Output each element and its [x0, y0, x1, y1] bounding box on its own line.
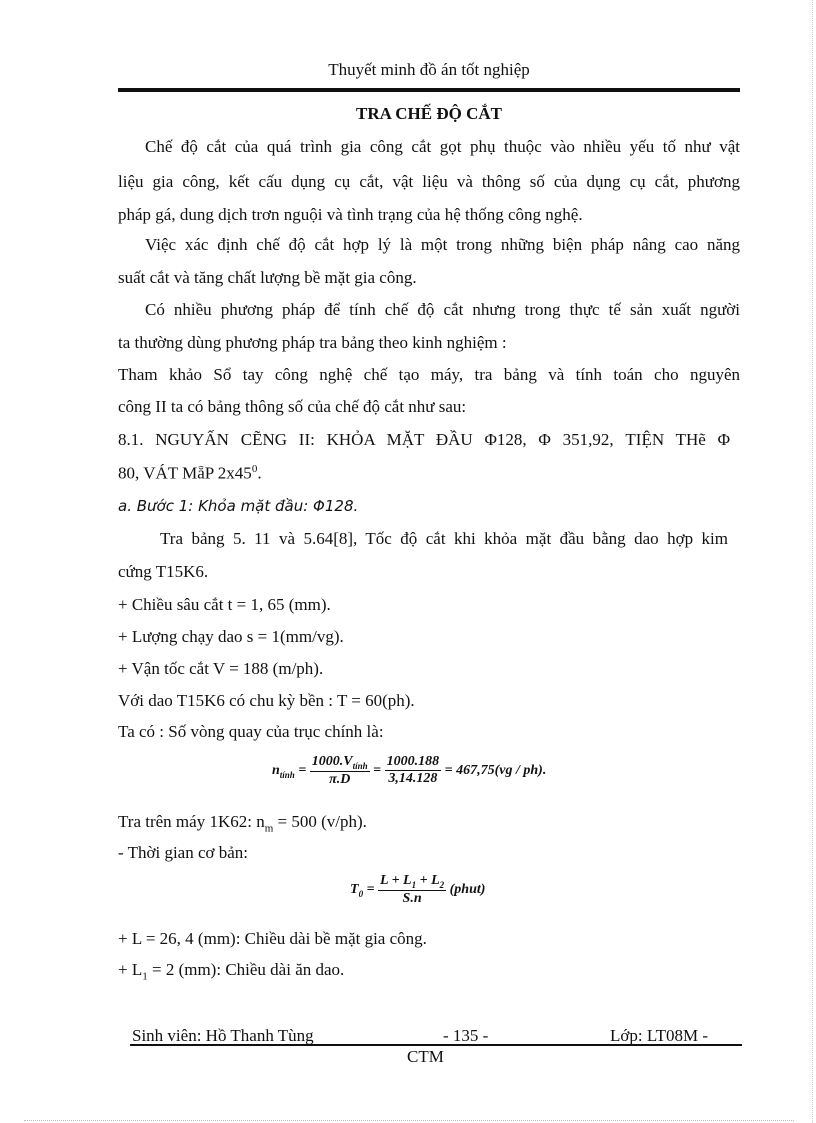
section-title: 8.1. NGUYẤN CẼNG II: KHỎA MẶT ĐẦU Φ128, Φ 351,92, TIỆN THẽ Φ — [118, 430, 730, 449]
paragraph-line: Với dao T15K6 có chu kỳ bền : T = 60(ph). — [118, 691, 415, 710]
fraction-numerator — [378, 873, 446, 891]
list-item-subscript: 1 — [142, 970, 148, 983]
formula-equals: = — [298, 763, 307, 779]
page-border-bottom — [24, 1120, 794, 1121]
fraction-numerator: 1000.188 — [386, 754, 440, 770]
formula-equals: = — [366, 882, 375, 898]
footer-page-number: - 135 - — [443, 1026, 489, 1045]
formula-fraction — [378, 873, 446, 907]
page-border-right — [812, 0, 813, 1123]
formula-symbol: T — [350, 882, 359, 898]
section-heading: TRA CHẾ ĐỘ CẮT — [356, 104, 502, 123]
formula-subscript: 0 — [358, 888, 364, 899]
numerator-subscript: 2 — [439, 879, 445, 890]
header-rule — [118, 88, 740, 92]
paragraph-line: Có nhiều phương pháp để tính chế độ cắt nhưng trong thực tế sản xuất người — [145, 300, 740, 319]
formula-equals: = — [373, 763, 382, 779]
formula-fraction — [310, 754, 370, 788]
formula-unit: (phut) — [449, 882, 486, 898]
machine-speed-subscript: m — [264, 822, 274, 835]
list-item — [118, 960, 344, 982]
list-item-text: + L — [118, 960, 143, 979]
spindle-speed-formula — [272, 754, 546, 788]
paragraph-line: Tra bảng 5. 11 và 5.64[8], Tốc độ cắt khi khỏa mặt đầu bằng dao hợp kim — [160, 529, 728, 548]
list-item: + Vận tốc cắt V = 188 (m/ph). — [118, 659, 324, 678]
page-header: Thuyết minh đồ án tốt nghiệp — [328, 60, 530, 79]
paragraph-line: Việc xác định chế độ cắt hợp lý là một trong những biện pháp nâng cao năng — [145, 235, 740, 254]
fraction-denominator: S.n — [402, 890, 422, 906]
formula-fraction — [385, 754, 442, 787]
numerator-subscript: tính — [352, 760, 368, 771]
paragraph-line: - Thời gian cơ bản: — [118, 843, 249, 862]
paragraph-line — [118, 812, 367, 834]
step-heading: a. Bước 1: Khỏa mặt đầu: Φ128. — [118, 497, 359, 515]
list-item: + Lượng chạy dao s = 1(mm/vg). — [118, 627, 344, 646]
fraction-denominator: π.D — [329, 771, 351, 787]
numerator-text: L + L — [380, 873, 412, 888]
paragraph-line: liệu gia công, kết cấu dụng cụ cắt, vật liệu và thông số của dụng cụ cắt, phương — [118, 172, 740, 191]
list-item-text: = 2 (mm): Chiều dài ăn dao. — [147, 960, 345, 979]
degree-superscript: 0 — [251, 463, 258, 475]
paragraph-line: Chế độ cắt của quá trình gia công cắt gọt phụ thuộc vào nhiều yếu tố như vật — [145, 137, 740, 156]
paragraph-line: Ta có : Số vòng quay của trục chính là: — [118, 722, 384, 741]
paragraph-line: ta thường dùng phương pháp tra bảng theo kinh nghiệm : — [118, 333, 507, 352]
numerator-subscript: 1 — [411, 879, 417, 890]
footer-student: Sinh viên: Hồ Thanh Tùng — [132, 1026, 314, 1045]
paragraph-line: công II ta có bảng thông số của chế độ cắt như sau: — [118, 397, 467, 416]
paragraph-line: cứng T15K6. — [118, 562, 209, 581]
list-item: + Chiều sâu cắt t = 1, 65 (mm). — [118, 595, 331, 614]
numerator-text: 1000.V — [311, 754, 353, 769]
formula-result: = 467,75(vg / ph). — [444, 763, 547, 779]
machine-speed-text: Tra trên máy 1K62: n — [118, 812, 265, 831]
footer-class: Lớp: LT08M - — [610, 1026, 709, 1045]
paragraph-line: Tham khảo Sổ tay công nghệ chế tạo máy, tra bảng và tính toán cho nguyên — [118, 365, 740, 384]
machining-time-formula — [350, 873, 485, 907]
formula-symbol: n — [272, 763, 280, 779]
numerator-text: + L — [416, 873, 440, 888]
paragraph-line: pháp gá, dung dịch trơn nguội và tình trạng của hệ thống công nghệ. — [118, 205, 583, 224]
machine-speed-value: = 500 (v/ph). — [273, 812, 367, 831]
footer-class-continued: CTM — [407, 1047, 444, 1066]
fraction-numerator — [310, 754, 370, 772]
section-title — [118, 463, 262, 484]
list-item: + L = 26, 4 (mm): Chiều dài bề mặt gia công. — [118, 929, 427, 948]
footer-rule — [130, 1044, 742, 1046]
section-title-end: . — [257, 463, 262, 483]
formula-subscript: tính — [279, 769, 295, 780]
section-title-text: 80, VÁT MẵP 2x45 — [118, 463, 252, 483]
paragraph-line: suất cắt và tăng chất lượng bề mặt gia công. — [118, 268, 417, 287]
fraction-denominator: 3,14.128 — [388, 771, 438, 787]
